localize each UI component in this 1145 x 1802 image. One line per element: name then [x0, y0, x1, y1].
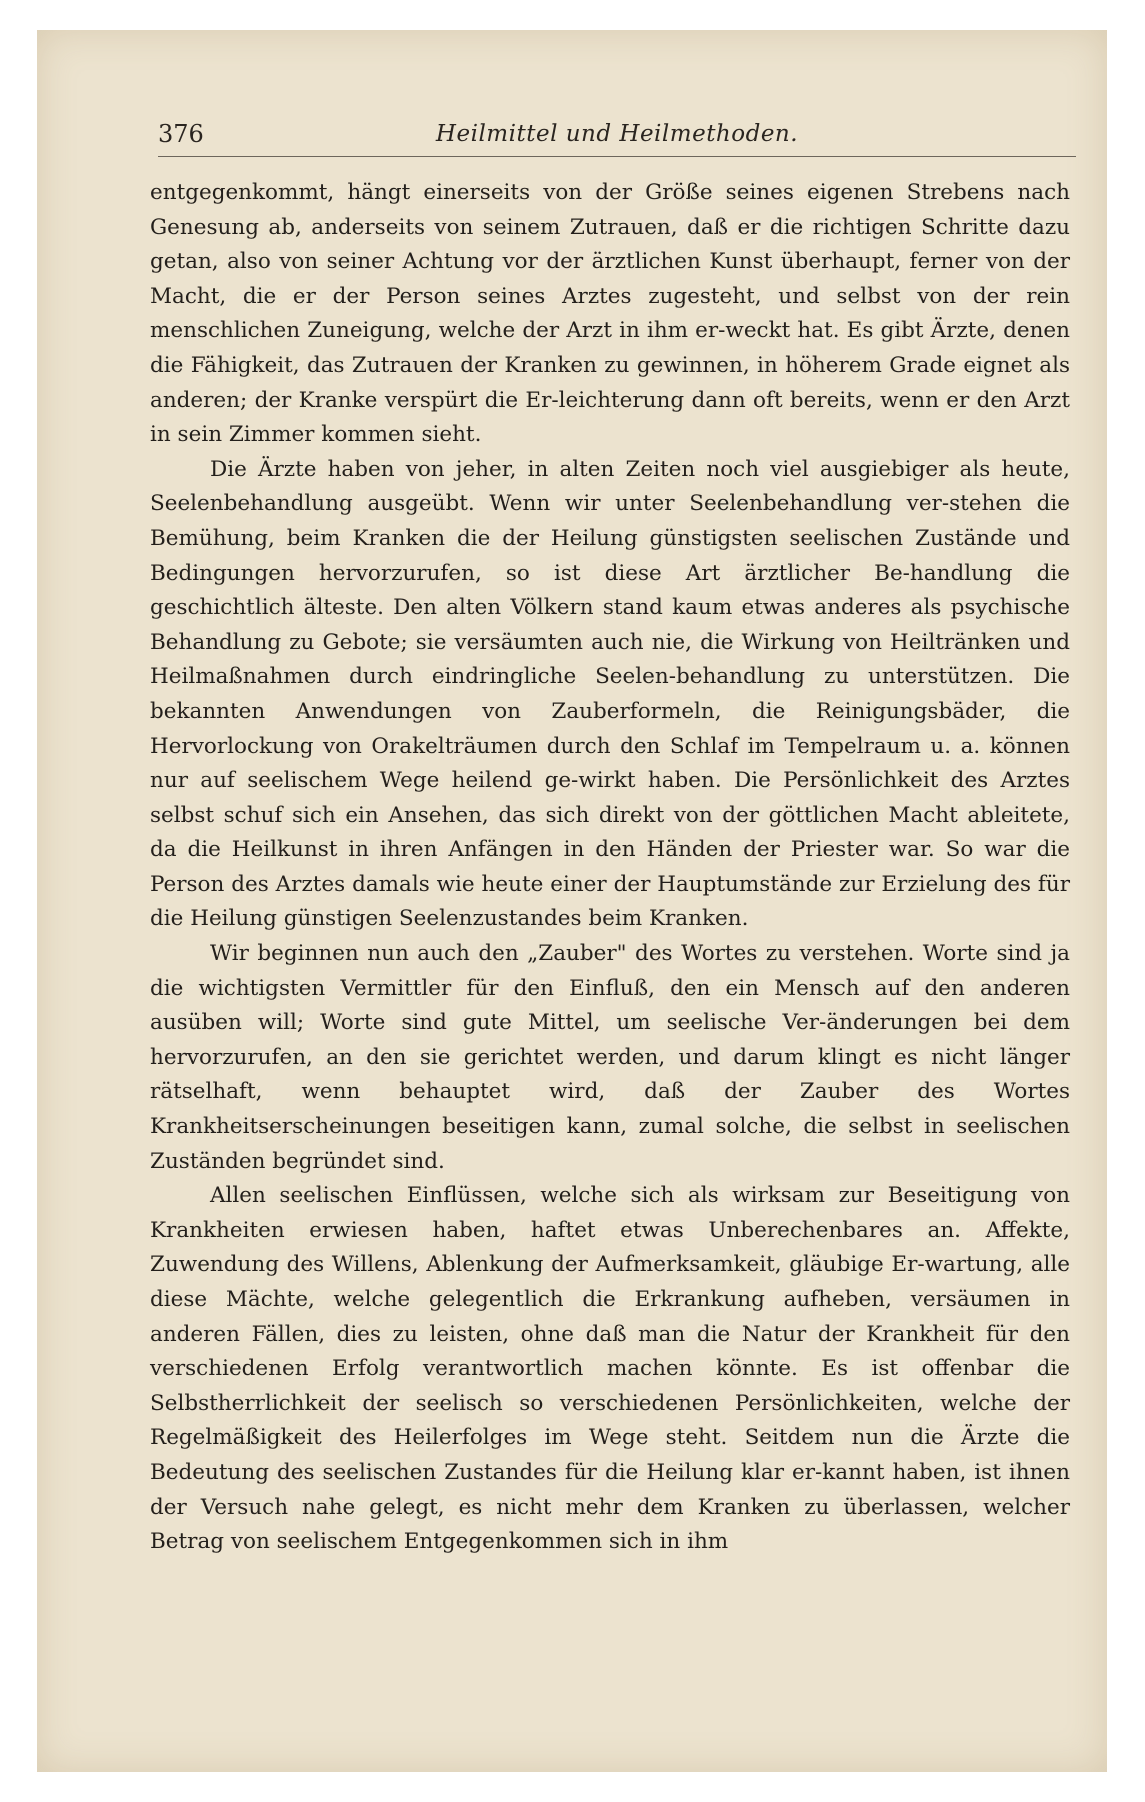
- page-header: [158, 116, 1076, 157]
- page-number: 376: [158, 120, 204, 148]
- paragraph-3: Wir beginnen nun auch den „Zauber" des Wortes zu verstehen. Worte sind ja die wichtigsten Vermittler für den Einfluß, den ein Mensch auf den anderen ausüben will; Worte sind gute Mittel, um seelische Ver-änderungen bei dem hervorzurufen, an den sie gerichtet werden, und darum klingt es nicht länger rätselhaft, wenn behauptet wird, daß der Zauber des Wortes Krankheitserscheinungen beseitigen kann, zumal solche, die selbst in seelischen Zuständen begründet sind.: [150, 941, 1070, 1174]
- body-text: [150, 176, 1070, 1560]
- paragraph-4: Allen seelischen Einflüssen, welche sich als wirksam zur Beseitigung von Krankheiten erwiesen haben, haftet etwas Unberechenbares an. Affekte, Zuwendung des Willens, Ablenkung der Aufmerksamkeit, gläubige Er-wartung, alle diese Mächte, welche gelegentlich die Erkrankung aufheben, versäumen in anderen Fällen, dies zu leisten, ohne daß man die Natur der Krankheit für den verschiedenen Erfolg verantwortlich machen könnte. Es ist offenbar die Selbstherrlichkeit der seelisch so verschiedenen Persönlichkeiten, welche der Regelmäßigkeit des Heilerfolges im Wege steht. Seitdem nun die Ärzte die Bedeutung des seelischen Zustandes für die Heilung klar er-kannt haben, ist ihnen der Versuch nahe gelegt, es nicht mehr dem Kranken zu überlassen, welcher Betrag von seelischem Entgegenkommen sich in ihm: [150, 1183, 1070, 1555]
- paragraph-2: Die Ärzte haben von jeher, in alten Zeiten noch viel ausgiebiger als heute, Seelenbehandlung ausgeübt. Wenn wir unter Seelenbehandlung ver-stehen die Bemühung, beim Kranken die der Heilung günstigsten seelischen Zustände und Bedingungen hervorzurufen, so ist diese Art ärztlicher Be-handlung die geschichtlich älteste. Den alten Völkern stand kaum etwas anderes als psychische Behandlung zu Gebote; sie versäumten auch nie, die Wirkung von Heiltränken und Heilmaßnahmen durch eindringliche Seelen-behandlung zu unterstützen. Die bekannten Anwendungen von Zauberformeln, die Reinigungsbäder, die Hervorlockung von Orakelträumen durch den Schlaf im Tempelraum u. a. können nur auf seelischem Wege heilend ge-wirkt haben. Die Persönlichkeit des Arztes selbst schuf sich ein Ansehen, das sich direkt von der göttlichen Macht ableitete, da die Heilkunst in ihren Anfängen in den Händen der Priester war. So war die Person des Arztes damals wie heute einer der Hauptumstände zur Erzielung des für die Heilung günstigen Seelenzustandes beim Kranken.: [150, 456, 1070, 932]
- running-title: Heilmittel und Heilmethoden.: [435, 121, 799, 147]
- paragraph-1: entgegenkommt, hängt einerseits von der Größe seines eigenen Strebens nach Genesung ab, anderseits von seinem Zutrauen, daß er die richtigen Schritte dazu getan, also von seiner Achtung vor der ärztlichen Kunst überhaupt, ferner von der Macht, die er der Person seines Arztes zugesteht, und selbst von der rein menschlichen Zuneigung, welche der Arzt in ihm er-weckt hat. Es gibt Ärzte, denen die Fähigkeit, das Zutrauen der Kranken zu gewinnen, in höherem Grade eignet als anderen; der Kranke verspürt die Er-leichterung dann oft bereits, wenn er den Arzt in sein Zimmer kommen sieht.: [150, 180, 1070, 448]
